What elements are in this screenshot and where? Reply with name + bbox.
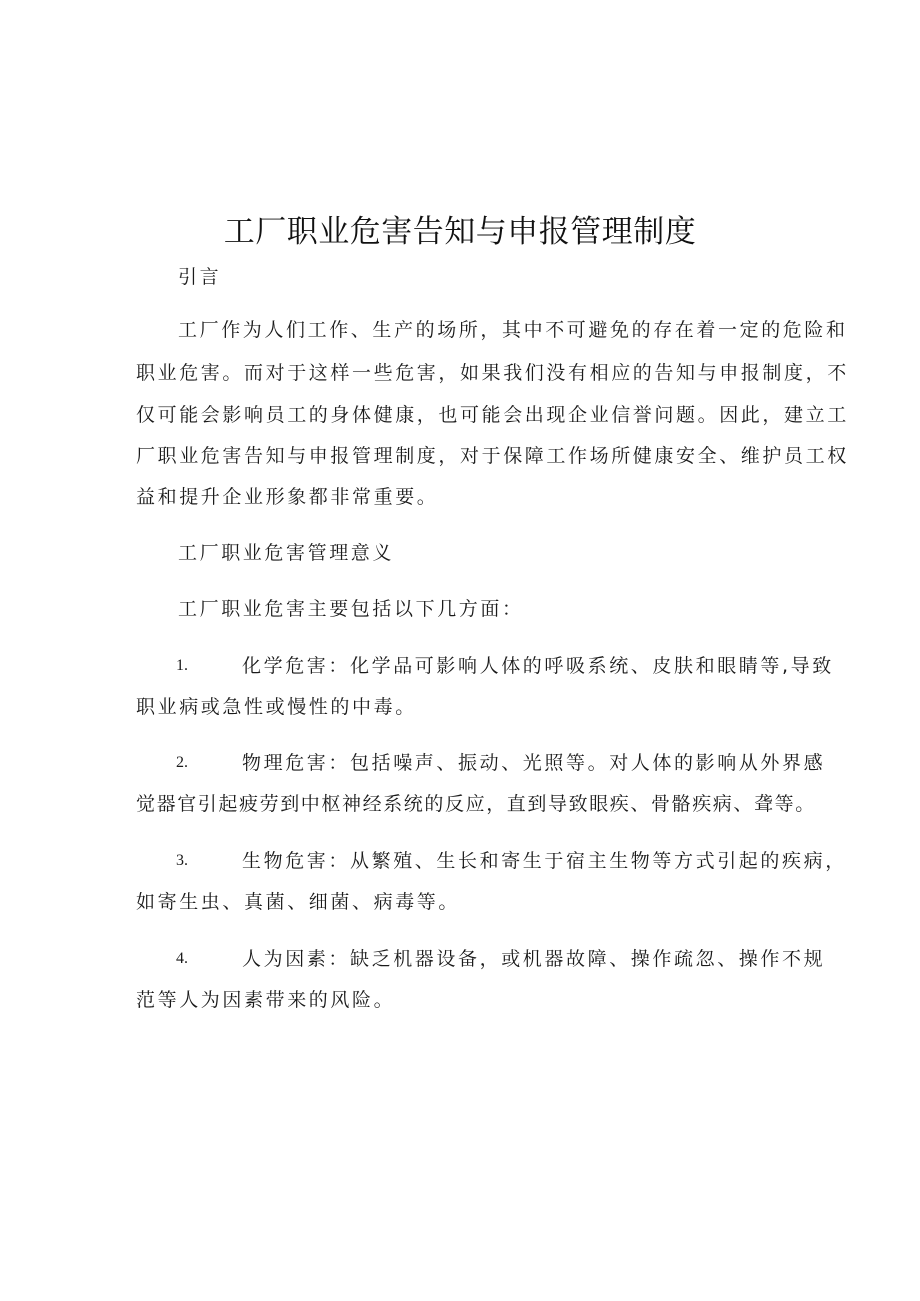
list-item-text: 觉器官引起疲劳到中枢神经系统的反应，直到导致眼疾、骨骼疾病、聋等。	[136, 793, 816, 815]
list-item-number: 4.	[176, 950, 188, 967]
list-item-number: 2.	[176, 754, 188, 771]
section-heading-meaning: 工厂职业危害管理意义	[178, 542, 395, 564]
list-item-text: 如寄生虫、真菌、细菌、病毒等。	[136, 891, 461, 913]
paragraph-line: 职业危害。而对于这样一些危害，如果我们没有相应的告知与申报制度，不	[136, 362, 849, 384]
list-item-text: 生物危害：从繁殖、生长和寄生于宿主生物等方式引起的疾病，	[242, 850, 847, 872]
document-title: 工厂职业危害告知与申报管理制度	[223, 214, 697, 250]
paragraph-line: 厂职业危害告知与申报管理制度，对于保障工作场所健康安全、维护员工权	[136, 445, 849, 467]
list-item-text: 物理危害：包括噪声、振动、光照等。对人体的影响从外界感	[242, 752, 826, 774]
paragraph-line: 仅可能会影响员工的身体健康，也可能会出现企业信誉问题。因此，建立工	[136, 404, 849, 426]
list-item-text: 范等人为因素带来的风险。	[136, 989, 396, 1011]
list-item-text: 职业病或急性或慢性的中毒。	[136, 696, 417, 718]
hazards-lead-text: 工厂职业危害主要包括以下几方面：	[178, 598, 524, 620]
list-item-number: 1.	[176, 657, 188, 674]
list-item-text: 人为因素：缺乏机器设备，或机器故障、操作疏忽、操作不规	[242, 948, 826, 970]
list-item-text: 化学危害：化学品可影响人体的呼吸系统、皮肤和眼睛等,导致	[242, 655, 834, 677]
section-heading-intro: 引言	[178, 266, 222, 288]
paragraph-line: 工厂作为人们工作、生产的场所，其中不可避免的存在着一定的危险和	[178, 319, 848, 341]
list-item-number: 3.	[176, 852, 188, 869]
paragraph-line: 益和提升企业形象都非常重要。	[136, 486, 439, 508]
